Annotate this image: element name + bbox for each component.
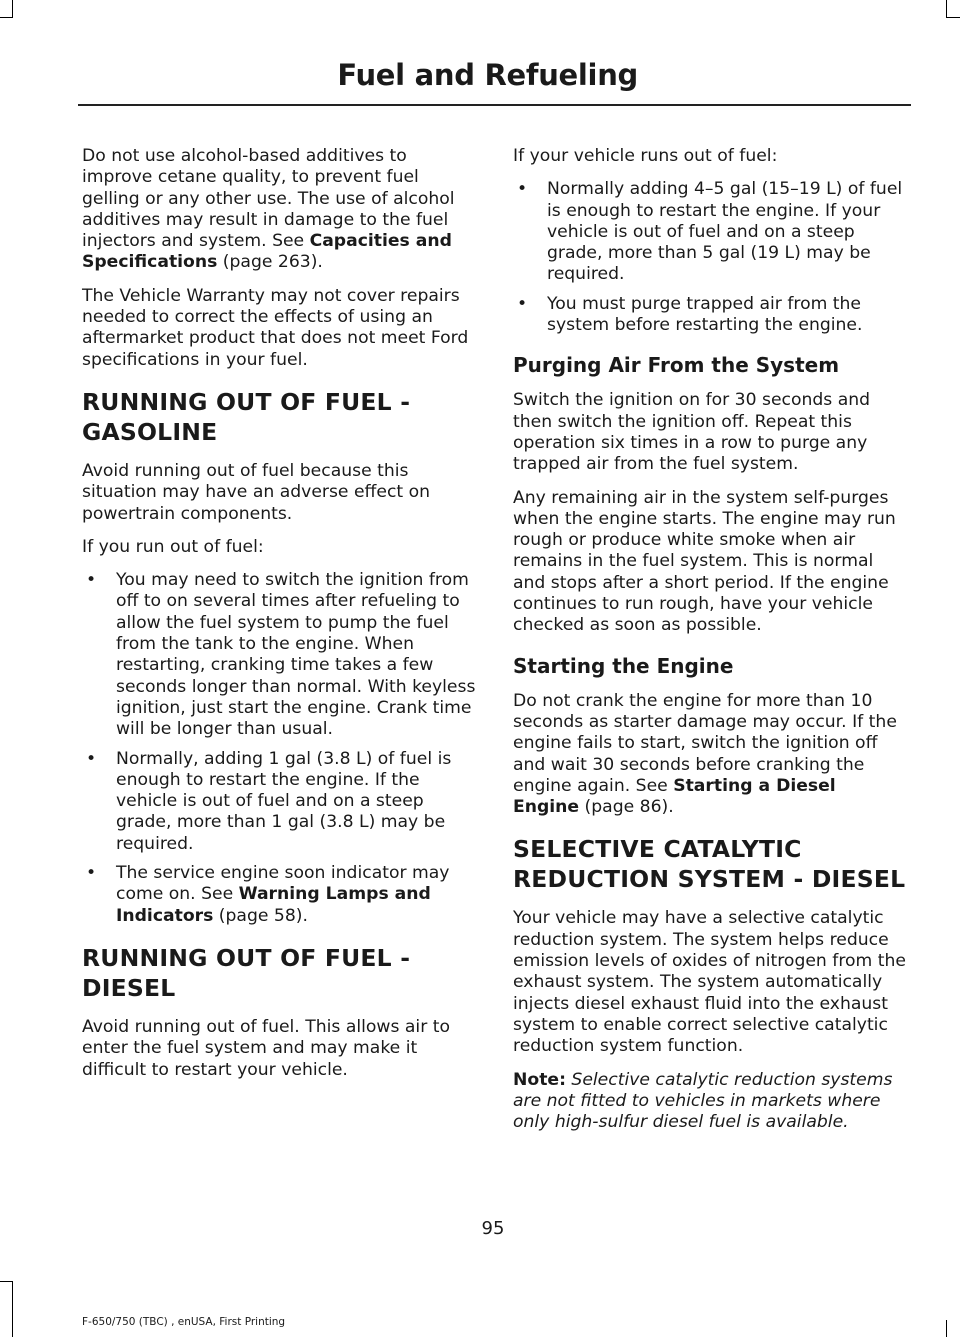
list-item: • Normally, adding 1 gal (3.8 L) of fuel is enough to restart the engine. If the vehicle is out of fuel and on a steep grade, more than 1 gal (3.8 L) may be required. — [82, 749, 476, 855]
page-title: Fuel and Refueling — [337, 58, 638, 92]
heading-line-1: SELECTIVE CATALYTIC — [513, 835, 802, 864]
crop-mark-bottom-left-h — [0, 1281, 13, 1282]
crop-mark-top-left — [12, 0, 13, 18]
page-number: 95 — [481, 1218, 505, 1239]
page-reference: (page 58). — [213, 905, 308, 926]
list-item: • You must purge trapped air from the system before restarting the engine. — [513, 294, 907, 337]
link-warning-lamps[interactable]: Warning Lamps and Indicators — [116, 884, 431, 926]
right-column — [513, 146, 907, 1145]
crop-mark-top-left-h — [0, 17, 13, 18]
paragraph-switch-ignition: Switch the ignition on for 30 seconds and then switch the ignition off. Repeat this operation six times in a row to purge any trapped air from the fuel system. — [513, 390, 871, 475]
crop-mark-bottom-left — [12, 1281, 13, 1337]
list-item: • Normally adding 4–5 gal (15–19 L) of fuel is enough to restart the engine. If your vehicle is out of fuel and on a steep grade, more than 5 gal (19 L) may be required. — [513, 179, 907, 285]
note-label: Note: — [513, 1069, 566, 1090]
crop-mark-top-right — [946, 0, 947, 18]
paragraph-avoid-diesel: Avoid running out of fuel. This allows air to enter the fuel system and may make it difficult to restart your vehicle. — [82, 1016, 450, 1080]
crop-mark-bottom-right — [946, 1320, 947, 1337]
link-capacities-specifications[interactable]: Capacities and Specifications — [82, 231, 452, 273]
list-item — [82, 863, 476, 927]
heading-line-1: RUNNING OUT OF FUEL - — [82, 943, 411, 972]
footer-edition: F-650/750 (TBC) , enUSA, First Printing — [82, 1316, 286, 1328]
crop-mark-top-right-h — [946, 17, 960, 18]
heading-running-out-diesel — [82, 943, 476, 1003]
paragraph-if-you-run-out: If you run out of fuel: — [82, 536, 264, 557]
heading-line-2: DIESEL — [82, 973, 176, 1002]
paragraph-if-vehicle-runs-out: If your vehicle runs out of fuel: — [513, 146, 778, 166]
gasoline-bullet-list — [82, 570, 476, 927]
diesel-bullet-list — [513, 179, 907, 336]
paragraph-warranty: The Vehicle Warranty may not cover repairs needed to correct the effects of using an aftermarket product that does not meet Ford specifications in your fuel. — [82, 285, 469, 370]
heading-running-out-gasoline — [82, 387, 476, 447]
heading-starting-engine: Starting the Engine — [513, 653, 734, 678]
heading-purging-air: Purging Air From the System — [513, 353, 840, 378]
paragraph-alcohol-additives — [82, 146, 476, 274]
heading-selective-catalytic — [513, 834, 907, 894]
paragraph-text: Do not use alcohol-based additives to improve cetane quality, to prevent fuel gelling or any other use. The use of alcohol additives may result in damage to the fuel injectors and system. See — [82, 146, 455, 252]
list-item-text: The service engine soon indicator may come on. See — [116, 863, 450, 905]
paragraph-remaining-air: Any remaining air in the system self-purges when the engine starts. The engine may run rough or produce white smoke when air remains in the fuel system. This is normal and stops after a short period. If the engine continues to run rough, have your vehicle checked as soon as possible. — [513, 487, 896, 636]
paragraph-scr-system: Your vehicle may have a selective catalytic reduction system. The system helps reduce emission levels of oxides of nitrogen from the exhaust system. The system automatically injects diesel exhaust fluid into the exhaust system to enable correct selective catalytic reduction system function. — [513, 908, 906, 1057]
left-column — [82, 146, 476, 1093]
heading-line-1: RUNNING OUT OF FUEL - — [82, 387, 411, 416]
paragraph-do-not-crank — [513, 691, 907, 819]
list-item: • You may need to switch the ignition from off to on several times after refueling to allow the fuel system to pump the fuel from the tank to the engine. When restarting, cranking time takes a few seconds longer than normal. With keyless ignition, just start the engine. Crank time will be longer than usual. — [82, 570, 476, 740]
header-divider — [78, 104, 911, 106]
page-reference: (page 86). — [579, 797, 674, 818]
page-reference: (page 263). — [217, 252, 323, 273]
paragraph-text: Do not crank the engine for more than 10 seconds as starter damage may occur. If the engine fails to start, switch the ignition off and wait 30 seconds before cranking the engine again. See — [513, 690, 897, 796]
note-text: Selective catalytic reduction systems are not fitted to vehicles in markets where only high-sulfur diesel fuel is available. — [513, 1069, 893, 1133]
heading-line-2: GASOLINE — [82, 417, 218, 446]
link-starting-diesel-engine[interactable]: Starting a Diesel Engine — [513, 775, 836, 818]
note-paragraph — [513, 1070, 907, 1134]
paragraph-avoid-running-out: Avoid running out of fuel because this situation may have an adverse effect on powertrain components. — [82, 460, 431, 524]
heading-line-2: REDUCTION SYSTEM - DIESEL — [513, 865, 906, 894]
